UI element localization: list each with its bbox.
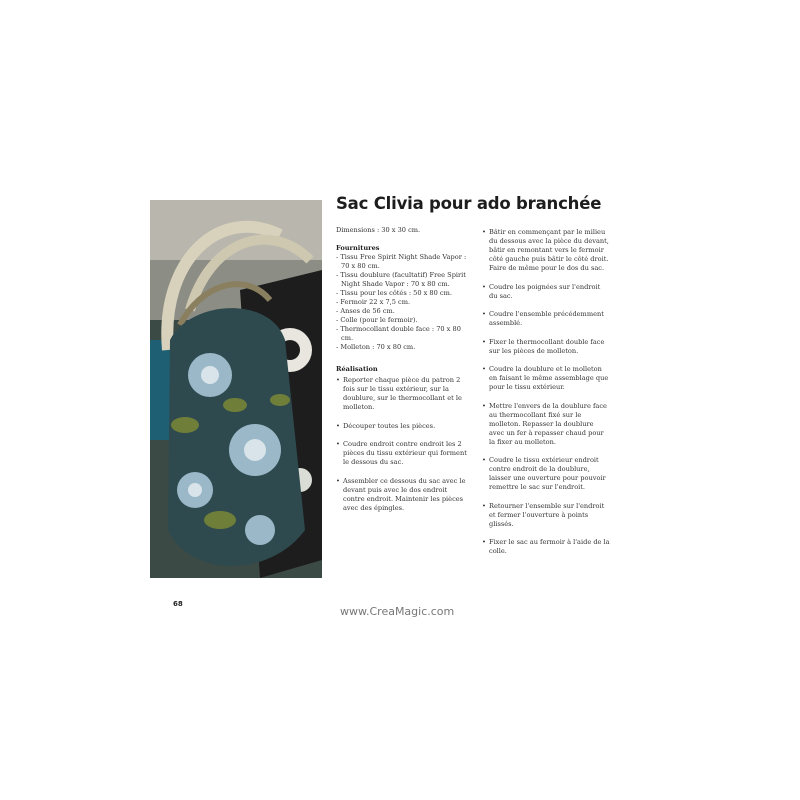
list-item: • Mettre l'envers de la doublure face au thermocollant fixé sur le molleton. Repasser la doublure avec un fer à repasser chaud pour la fixer au molleton. xyxy=(482,402,610,447)
list-item: • Coudre la doublure et le molleton en faisant le même assemblage que pour le tissu extérieur. xyxy=(482,365,610,392)
list-item: • Coudre les poignées sur l'endroit du sac. xyxy=(482,283,610,301)
dimensions-text: Dimensions : 30 x 30 cm. xyxy=(336,226,421,234)
list-item: • Reporter chaque pièce du patron 2 fois sur le tissu extérieur, sur la doublure, sur le thermocollant et le molleton. xyxy=(336,376,468,412)
list-item: - Tissu doublure (facultatif) Free Spirit Night Shade Vapor : 70 x 80 cm. xyxy=(336,271,468,289)
page-title: Sac Clivia pour ado branchée xyxy=(336,194,602,213)
watermark: www.CreaMagic.com xyxy=(340,605,455,618)
left-column xyxy=(336,226,468,522)
list-item: • Assembler ce dessous du sac avec le devant puis avec le dos endroit contre endroit. Maintenir les pièces avec des épingles. xyxy=(336,477,468,513)
page-number: 68 xyxy=(173,600,183,608)
list-item: • Retourner l'ensemble sur l'endroit et fermer l'ouverture à points glissés. xyxy=(482,502,610,529)
list-item: • Bâtir en commençant par le milieu du dessous avec la pièce du devant, bâtir en remontant vers le fermoir côté gauche puis bâtir le côté droit. Faire de même pour le dos du sac. xyxy=(482,228,610,273)
steps-heading: Réalisation xyxy=(336,365,378,373)
list-item: - Tissu Free Spirit Night Shade Vapor : 70 x 80 cm. xyxy=(336,253,468,271)
list-item: - Anses de 56 cm. xyxy=(336,307,468,316)
list-item: • Coudre le tissu extérieur endroit contre endroit de la doublure, laisser une ouverture pour pouvoir remettre le sac sur l'endroit. xyxy=(482,456,610,492)
list-item: • Fixer le sac au fermoir à l'aide de la colle. xyxy=(482,538,610,556)
right-column xyxy=(482,226,610,566)
list-item: • Coudre endroit contre endroit les 2 pièces du tissu extérieur qui forment le dessous du sac. xyxy=(336,440,468,467)
supplies-heading: Fournitures xyxy=(336,244,380,252)
list-item: • Fixer le thermocollant double face sur les pièces de molleton. xyxy=(482,338,610,356)
list-item: - Fermoir 22 x 7,5 cm. xyxy=(336,298,468,307)
steps-list-left xyxy=(336,376,468,513)
list-item: • Coudre l'ensemble précédemment assemblé. xyxy=(482,310,610,328)
steps-list-right xyxy=(482,228,610,556)
list-item: - Thermocollant double face : 70 x 80 cm. xyxy=(336,325,468,343)
list-item: - Molleton : 70 x 80 cm. xyxy=(336,343,468,352)
list-item: - Colle (pour le fermoir). xyxy=(336,316,468,325)
list-item: - Tissu pour les côtés : 50 x 80 cm. xyxy=(336,289,468,298)
list-item: • Découper toutes les pièces. xyxy=(336,422,468,431)
supplies-list xyxy=(336,253,468,352)
bag-photo xyxy=(150,200,322,578)
